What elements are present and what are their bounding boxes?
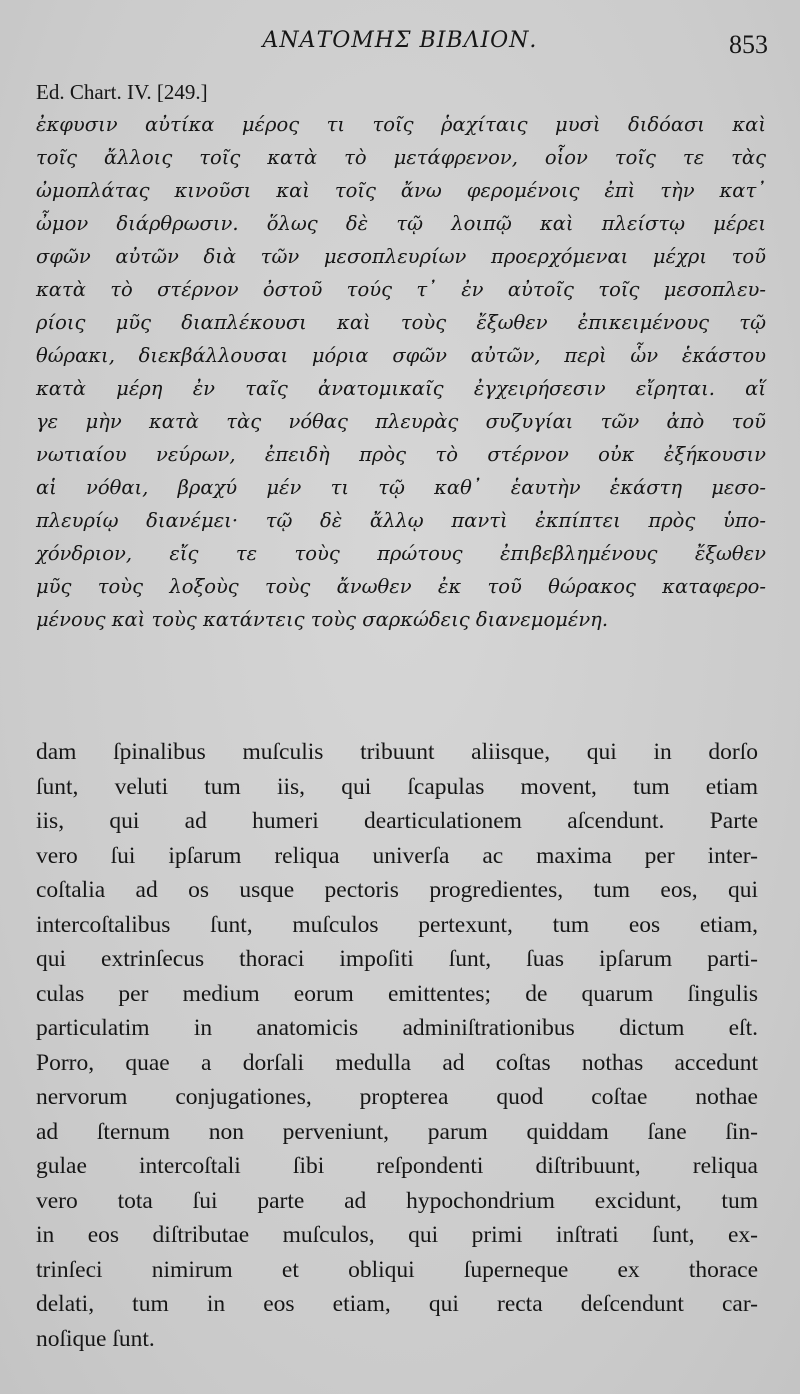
running-title: ΑΝΑΤΟΜΗΣ ΒΙΒΛΙΟΝ. (262, 28, 538, 53)
greek-line: ὠμοπλάτας κινοῦσι καὶ τοῖς ἄνω φερομένοις ἐπὶ τὴν κατ᾽ (36, 179, 766, 202)
latin-line: Porro, quae a dorſali medulla ad coſtas nothas accedunt (36, 1049, 758, 1076)
latin-line: vero ſui ipſarum reliqua univerſa ac maxima per inter- (36, 842, 758, 869)
latin-line: ad ſternum non perveniunt, parum quiddam ſane ſin- (36, 1118, 758, 1145)
greek-line: πλευρίῳ διανέμει· τῷ δὲ ἄλλῳ παντὶ ἐκπίπτει πρὸς ὑπο- (36, 509, 766, 532)
greek-line: ἐκφυσιν αὐτίκα μέρος τι τοῖς ῥαχίταις μυσὶ διδόασι καὶ (36, 113, 766, 136)
greek-line: ρίοις μῦς διαπλέκουσι καὶ τοὺς ἔξωθεν ἐπικειμένους τῷ (36, 311, 766, 334)
greek-line: μῦς τοὺς λοξοὺς τοὺς ἄνωθεν ἐκ τοῦ θώρακος καταφερο- (36, 575, 766, 598)
greek-line: θώρακι, διεκβάλλουσαι μόρια σφῶν αὐτῶν, περὶ ὧν ἑκάστου (36, 344, 766, 367)
latin-line: noſique ſunt. (36, 1325, 155, 1352)
greek-line: νωτιαίου νεύρων, ἐπειδὴ πρὸς τὸ στέρνον οὐκ ἐξήκουσιν (36, 443, 766, 466)
latin-line: ſunt, veluti tum iis, qui ſcapulas movent, tum etiam (36, 773, 758, 800)
greek-line: χόνδριον, εἴς τε τοὺς πρώτους ἐπιβεβλημένους ἔξωθεν (36, 542, 766, 565)
latin-text-block (36, 735, 758, 1356)
edition-reference: Ed. Chart. IV. [249.] (36, 80, 208, 104)
latin-line: coſtalia ad os usque pectoris progredientes, tum eos, qui (36, 877, 758, 903)
greek-line: σφῶν αὐτῶν διὰ τῶν μεσοπλευρίων προερχόμεναι μέχρι τοῦ (36, 245, 766, 268)
greek-line: ὦμον διάρθρωσιν. ὅλως δὲ τῷ λοιπῷ καὶ πλείστῳ μέρει (36, 212, 766, 235)
latin-line: dam ſpinalibus muſculis tribuunt aliisque, qui in dorſo (36, 739, 758, 765)
greek-line: γε μὴν κατὰ τὰς νόθας πλευρὰς συζυγίαι τῶν ἀπὸ τοῦ (36, 410, 766, 433)
latin-line: vero tota ſui parte ad hypochondrium excidunt, tum (36, 1187, 758, 1214)
latin-line: qui extrinſecus thoraci impoſiti ſunt, ſuas ipſarum parti- (36, 946, 758, 972)
latin-line: delati, tum in eos etiam, qui recta deſcendunt car- (36, 1291, 758, 1317)
greek-line: αἱ νόθαι, βραχύ μέν τι τῷ καθ᾽ ἑαυτὴν ἑκάστη μεσο- (36, 476, 766, 499)
latin-line: gulae intercoſtali ſibi reſpondenti diſtribuunt, reliqua (36, 1153, 758, 1179)
greek-line: κατὰ τὸ στέρνον ὀστοῦ τούς τ᾽ ἐν αὐτοῖς τοῖς μεσοπλευ- (36, 278, 766, 301)
greek-line: μένους καὶ τοὺς κατάντεις τοὺς σαρκώδεις διανεμομένη. (36, 608, 609, 631)
latin-line: iis, qui ad humeri dearticulationem aſcendunt. Parte (36, 808, 758, 834)
latin-line: particulatim in anatomicis adminiſtrationibus dictum eſt. (36, 1015, 758, 1041)
greek-line: κατὰ μέρη ἐν ταῖς ἀνατομικαῖς ἐγχειρήσεσιν εἴρηται. αἵ (36, 377, 766, 400)
latin-line: intercoſtalibus ſunt, muſculos pertexunt, tum eos etiam, (36, 911, 758, 938)
greek-line: τοῖς ἄλλοις τοῖς κατὰ τὸ μετάφρενον, οἷον τοῖς τε τὰς (36, 146, 766, 169)
greek-text-block (36, 108, 766, 636)
latin-line: trinſeci nimirum et obliqui ſuperneque ex thorace (36, 1256, 758, 1283)
page-number: 853 (729, 30, 768, 59)
latin-line: nervorum conjugationes, propterea quod coſtae nothae (36, 1084, 758, 1110)
latin-line: culas per medium eorum emittentes; de quarum ſingulis (36, 980, 758, 1007)
latin-line: in eos diſtributae muſculos, qui primi inſtrati ſunt, ex- (36, 1222, 758, 1248)
